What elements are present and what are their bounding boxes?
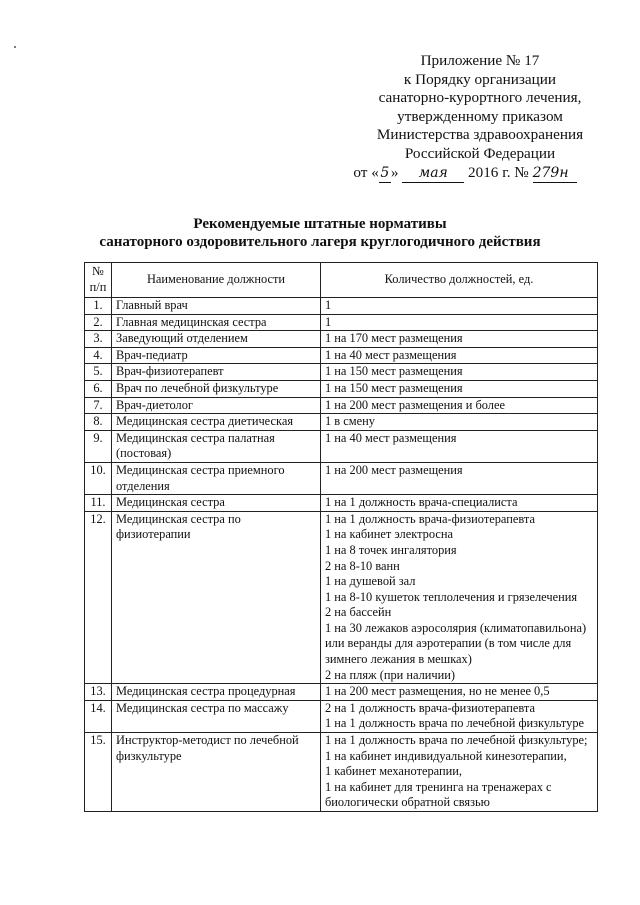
position-name: Медицинская сестра [112,495,321,512]
title-line-2: санаторного оздоровительного лагеря круглогодичного действия [99,233,541,250]
date-prefix: от « [353,163,379,181]
position-name: Медицинская сестра по массажу [112,700,321,732]
row-number: 3. [85,331,112,348]
quantity-line: 1 на 1 должность врача по лечебной физкультуре; [325,733,588,748]
position-quantity [321,495,598,512]
header-num: № п/п [85,263,112,298]
row-number: 10. [85,462,112,494]
table-row [85,347,598,364]
quantity-line: 1 [325,298,332,312]
row-number: 7. [85,397,112,414]
quantity-line: 1 на душевой зал [325,574,416,589]
appendix-header [340,52,620,183]
row-number: 14. [85,700,112,732]
position-quantity [321,430,598,462]
handwritten-month: мая [418,164,448,181]
table-row [85,684,598,701]
quantity-line: 1 на 40 мест размещения [325,430,457,445]
quantity-line: 1 на 1 должность врача по лечебной физкультуре [325,716,585,731]
position-name: Врач-педиатр [112,347,321,364]
row-number: 13. [85,684,112,701]
quantity-line: 1 на кабинет для тренинга на тренажерах с биологически обратной связью [325,779,552,810]
year-text: 2016 г. № [468,163,529,181]
position-name: Врач по лечебной физкультуре [112,380,321,397]
position-quantity [321,462,598,494]
position-quantity [321,364,598,381]
row-number: 9. [85,430,112,462]
table-row [85,397,598,414]
position-name: Главный врач [112,298,321,315]
position-quantity [321,511,598,684]
position-name: Медицинская сестра приемного отделения [112,462,321,494]
quantity-line: 1 кабинет механотерапии, [325,764,463,779]
quantity-line: 1 [325,314,332,329]
table-row [85,430,598,462]
position-quantity [321,733,598,812]
appendix-line: Приложение № 17 [420,52,540,69]
quantity-line: 2 на бассейн [325,605,392,620]
table-row [85,331,598,348]
quantity-line: 1 в смену [325,414,375,429]
table-row [85,414,598,431]
appendix-line: утвержденному приказом [397,107,563,125]
quantity-line: 1 на 200 мест размещения и более [325,397,505,412]
document-title [0,216,640,251]
quantity-line: 1 на кабинет индивидуальной кинезотерапии, [325,748,567,763]
date-mid: » [390,163,399,181]
position-name: Медицинская сестра палатная (постовая) [112,430,321,462]
appendix-line: Российской Федерации [404,144,556,162]
table-row [85,298,598,315]
table-row [85,314,598,331]
position-quantity [321,331,598,348]
quantity-line: 1 на 200 мест размещения [325,462,463,477]
position-name: Врач-физиотерапевт [112,364,321,381]
row-number: 1. [85,298,112,315]
appendix-line: санаторно-курортного лечения, [378,89,582,107]
quantity-line: 1 на 200 мест размещения, но не менее 0,5 [325,684,550,699]
row-number: 6. [85,380,112,397]
position-name: Медицинская сестра процедурная [112,684,321,701]
quantity-line: 2 на 1 должность врача-физиотерапевта [325,700,535,715]
table-row [85,462,598,494]
appendix-line: к Порядку организации [403,70,557,88]
table-body [85,298,598,812]
position-quantity [321,397,598,414]
row-number: 8. [85,414,112,431]
quantity-line: 1 на 150 мест размещения [325,380,463,395]
row-number: 2. [85,314,112,331]
header-position: Наименование должности [112,263,321,298]
quantity-line: 1 на 8 точек ингалятория [325,542,457,557]
position-name: Главная медицинская сестра [112,314,321,331]
appendix-line: Министерства здравоохранения [376,126,584,144]
title-line-1: Рекомендуемые штатные нормативы [193,216,447,232]
position-quantity [321,380,598,397]
quantity-line: 1 на 1 должность врача-физиотерапевта [325,511,535,526]
scan-speck [14,46,16,48]
staffing-table [84,262,598,812]
position-quantity [321,347,598,364]
position-name: Медицинская сестра диетическая [112,414,321,431]
row-number: 5. [85,364,112,381]
table-row [85,733,598,812]
row-number: 12. [85,511,112,684]
position-name: Медицинская сестра по физиотерапии [112,511,321,684]
row-number: 11. [85,495,112,512]
quantity-line: 1 на 8-10 кушеток теплолечения и грязелечения [325,589,578,604]
quantity-line: 1 на 150 мест размещения [325,364,463,379]
table-row [85,495,598,512]
table-row [85,380,598,397]
table-row [85,511,598,684]
quantity-line: 1 на 40 мест размещения [325,347,457,362]
position-name: Заведующий отделением [112,331,321,348]
quantity-line: 1 на кабинет электросна [325,527,453,542]
position-quantity [321,700,598,732]
row-number: 4. [85,347,112,364]
table-row [85,364,598,381]
row-number: 15. [85,733,112,812]
handwritten-day: 5 [380,164,390,181]
table-header-row [85,263,598,298]
quantity-line: 2 на пляж (при наличии) [325,667,456,682]
quantity-line: 1 на 1 должность врача-специалиста [325,495,518,510]
header-quantity: Количество должностей, ед. [321,263,598,298]
position-quantity [321,414,598,431]
order-date-line [310,164,620,184]
position-quantity [321,314,598,331]
position-quantity [321,298,598,315]
handwritten-number: 279н [532,164,569,181]
position-name: Инструктор-методист по лечебной физкультуре [112,733,321,812]
quantity-line: 1 на 30 лежаков аэросолярия (климатопавильона) или веранды для аэротерапии (в том числе для зимнего лежания в мешках) [325,620,587,667]
position-quantity [321,684,598,701]
quantity-line: 2 на 8-10 ванн [325,558,400,573]
position-name: Врач-диетолог [112,397,321,414]
table-row [85,700,598,732]
quantity-line: 1 на 170 мест размещения [325,331,463,346]
